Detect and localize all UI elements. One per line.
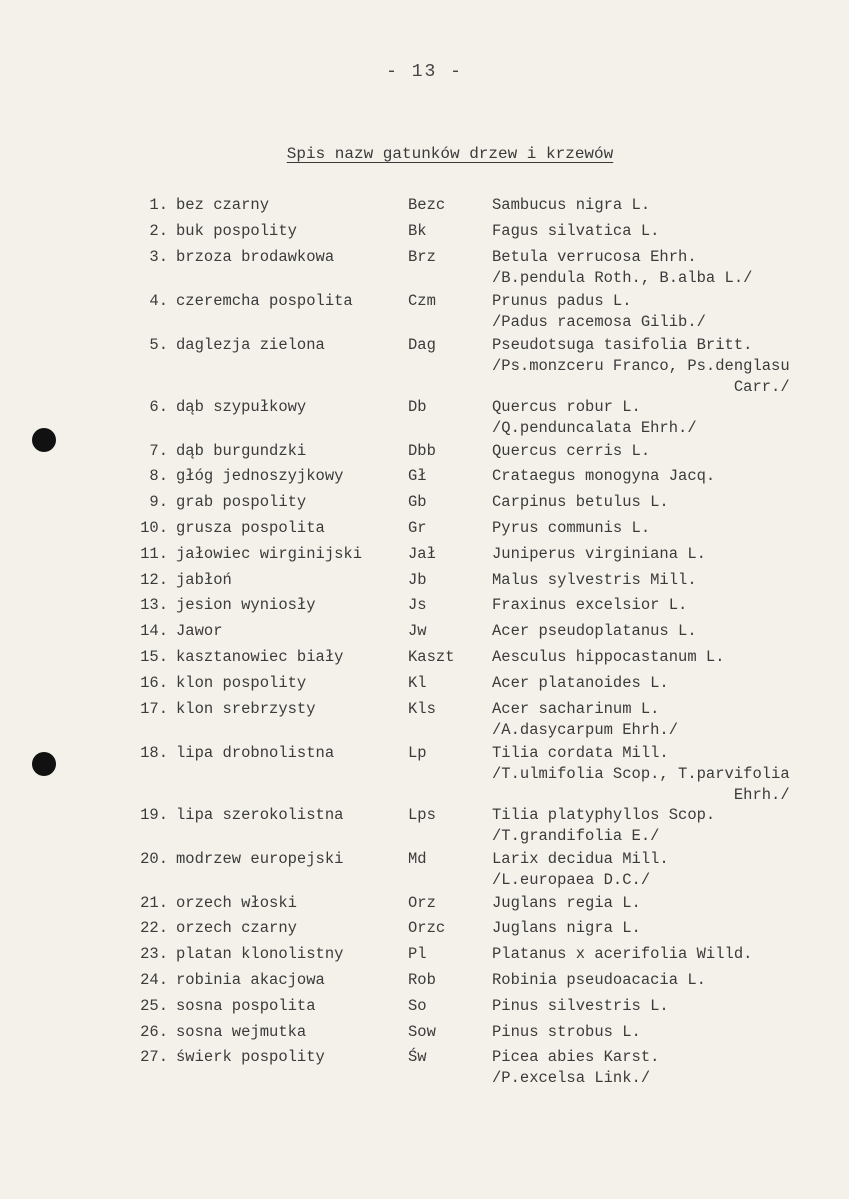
entry-number: 2. xyxy=(149,221,168,240)
latin-name: Fagus silvatica L. xyxy=(492,221,660,240)
latin-name: Tilia cordata Mill. /T.ulmifolia Scop., T.parvifolia Ehrh./ xyxy=(492,743,790,804)
abbreviation: Md xyxy=(408,849,427,868)
species-row xyxy=(0,916,849,942)
entry-number: 23. xyxy=(140,945,168,964)
species-row xyxy=(0,619,849,645)
abbreviation: Orz xyxy=(408,893,436,912)
species-row xyxy=(0,697,849,741)
polish-name: grab pospolity xyxy=(176,493,307,512)
latin-name: Betula verrucosa Ehrh. /B.pendula Roth., B.alba L./ xyxy=(492,247,753,287)
polish-name: sosna pospolita xyxy=(176,996,316,1015)
latin-name: Tilia platyphyllos Scop. /T.grandifolia E./ xyxy=(492,805,716,845)
entry-number: 24. xyxy=(140,970,168,989)
latin-name: Quercus robur L. /Q.penduncalata Ehrh./ xyxy=(492,397,697,437)
latin-name: Quercus cerris L. xyxy=(492,441,651,460)
entry-number: 27. xyxy=(140,1048,168,1067)
abbreviation: Rob xyxy=(408,970,436,989)
abbreviation: Sow xyxy=(408,1022,436,1041)
abbreviation: Brz xyxy=(408,247,436,266)
abbreviation: Kl xyxy=(408,673,427,692)
latin-name: Sambucus nigra L. xyxy=(492,196,651,214)
abbreviation: Js xyxy=(408,596,427,615)
polish-name: robinia akacjowa xyxy=(176,970,325,989)
species-row xyxy=(0,439,849,465)
species-row xyxy=(0,395,849,439)
latin-name: Pseudotsuga tasifolia Britt. /Ps.monzceru Franco, Ps.denglasu Carr./ xyxy=(492,335,790,396)
polish-name: daglezja zielona xyxy=(176,335,325,354)
entry-number: 15. xyxy=(140,647,168,666)
species-row xyxy=(0,490,849,516)
latin-name: Pinus strobus L. xyxy=(492,1022,641,1041)
polish-name: klon pospolity xyxy=(176,673,307,692)
entry-number: 10. xyxy=(140,518,168,537)
abbreviation: Lps xyxy=(408,805,436,824)
abbreviation: So xyxy=(408,996,427,1015)
entry-number: 17. xyxy=(140,699,168,718)
species-row xyxy=(0,568,849,594)
polish-name: orzech włoski xyxy=(176,893,297,912)
species-row xyxy=(0,1020,849,1046)
polish-name: lipa drobnolistna xyxy=(176,743,335,762)
abbreviation: Dbb xyxy=(408,441,436,460)
species-row xyxy=(0,245,849,289)
entry-number: 20. xyxy=(140,849,168,868)
polish-name: Jawor xyxy=(176,622,223,641)
entry-number: 13. xyxy=(140,596,168,615)
abbreviation: Jb xyxy=(408,570,427,589)
species-row xyxy=(0,464,849,490)
abbreviation: Db xyxy=(408,397,427,416)
entry-number: 6. xyxy=(149,397,168,416)
latin-name: Acer pseudoplatanus L. xyxy=(492,622,697,641)
entry-number: 8. xyxy=(149,467,168,486)
species-row xyxy=(0,193,849,219)
polish-name: kasztanowiec biały xyxy=(176,647,344,666)
polish-name: orzech czarny xyxy=(176,919,297,938)
latin-name: Pyrus communis L. xyxy=(492,518,651,537)
species-row xyxy=(0,847,849,891)
latin-name: Juniperus virginiana L. xyxy=(492,544,706,563)
abbreviation: Dag xyxy=(408,335,436,354)
latin-name: Robinia pseudoacacia L. xyxy=(492,970,706,989)
polish-name: klon srebrzysty xyxy=(176,699,316,718)
polish-name: dąb szypułkowy xyxy=(176,397,307,416)
polish-name: jałowiec wirginijski xyxy=(176,544,363,563)
entry-number: 19. xyxy=(140,805,168,824)
species-row xyxy=(0,593,849,619)
polish-name: czeremcha pospolita xyxy=(176,291,353,310)
abbreviation: Kls xyxy=(408,699,436,718)
polish-name: modrzew europejski xyxy=(176,849,344,868)
polish-name: sosna wejmutka xyxy=(176,1022,307,1041)
latin-name: Juglans regia L. xyxy=(492,893,641,912)
document-title: Spis nazw gatunków drzew i krzewów xyxy=(286,145,614,163)
abbreviation: Bezc xyxy=(408,196,446,214)
species-row xyxy=(0,803,849,847)
polish-name: dąb burgundzki xyxy=(176,441,307,460)
latin-name: Carpinus betulus L. xyxy=(492,493,669,512)
polish-name: brzoza brodawkowa xyxy=(176,247,335,266)
latin-name: Prunus padus L. /Padus racemosa Gilib./ xyxy=(492,291,706,331)
entry-number: 11. xyxy=(140,544,168,563)
entry-number: 7. xyxy=(149,441,168,460)
abbreviation: Gł xyxy=(408,467,427,486)
species-row xyxy=(0,891,849,917)
entry-number: 5. xyxy=(149,335,168,354)
polish-name: buk pospolity xyxy=(176,221,297,240)
species-row xyxy=(0,542,849,568)
latin-name: Fraxinus excelsior L. xyxy=(492,596,688,615)
page-number: - 13 - xyxy=(386,62,463,82)
species-row xyxy=(0,645,849,671)
entry-number: 16. xyxy=(140,673,168,692)
abbreviation: Gr xyxy=(408,518,427,537)
latin-name: Picea abies Karst. /P.excelsa Link./ xyxy=(492,1048,660,1088)
polish-name: grusza pospolita xyxy=(176,518,325,537)
latin-name: Juglans nigra L. xyxy=(492,919,641,938)
entry-number: 4. xyxy=(149,291,168,310)
abbreviation: Jw xyxy=(408,622,427,641)
species-row xyxy=(0,671,849,697)
polish-name: jesion wyniosły xyxy=(176,596,316,615)
species-row xyxy=(0,994,849,1020)
latin-name: Platanus x acerifolia Willd. xyxy=(492,945,753,964)
abbreviation: Gb xyxy=(408,493,427,512)
species-row xyxy=(0,1045,849,1089)
entry-number: 9. xyxy=(149,493,168,512)
polish-name: platan klonolistny xyxy=(176,945,344,964)
entry-number: 12. xyxy=(140,570,168,589)
abbreviation: Orzc xyxy=(408,919,446,938)
species-row xyxy=(0,741,849,803)
abbreviation: Bk xyxy=(408,221,427,240)
latin-name: Pinus silvestris L. xyxy=(492,996,669,1015)
species-row xyxy=(0,516,849,542)
polish-name: jabłoń xyxy=(176,570,232,589)
abbreviation: Św xyxy=(408,1048,427,1067)
entry-number: 3. xyxy=(149,247,168,266)
latin-name: Acer platanoides L. xyxy=(492,673,669,692)
polish-name: bez czarny xyxy=(176,196,270,214)
abbreviation: Pl xyxy=(408,945,427,964)
species-list xyxy=(0,193,849,1089)
species-row xyxy=(0,333,849,395)
entry-number: 1. xyxy=(149,196,168,214)
abbreviation: Czm xyxy=(408,291,436,310)
polish-name: lipa szerokolistna xyxy=(176,805,344,824)
polish-name: głóg jednoszyjkowy xyxy=(176,467,344,486)
entry-number: 25. xyxy=(140,996,168,1015)
latin-name: Aesculus hippocastanum L. xyxy=(492,647,725,666)
polish-name: świerk pospolity xyxy=(176,1048,325,1067)
entry-number: 26. xyxy=(140,1022,168,1041)
species-row xyxy=(0,219,849,245)
entry-number: 22. xyxy=(140,919,168,938)
latin-name: Acer sacharinum L. /A.dasycarpum Ehrh./ xyxy=(492,699,679,739)
latin-name: Malus sylvestris Mill. xyxy=(492,570,697,589)
entry-number: 18. xyxy=(140,743,168,762)
latin-name: Larix decidua Mill. /L.europaea D.C./ xyxy=(492,849,669,889)
entry-number: 21. xyxy=(140,893,168,912)
abbreviation: Kaszt xyxy=(408,647,455,666)
abbreviation: Lp xyxy=(408,743,427,762)
species-row xyxy=(0,968,849,994)
species-row xyxy=(0,942,849,968)
entry-number: 14. xyxy=(140,622,168,641)
species-row xyxy=(0,289,849,333)
latin-name: Crataegus monogyna Jacq. xyxy=(492,467,716,486)
abbreviation: Jał xyxy=(408,544,436,563)
